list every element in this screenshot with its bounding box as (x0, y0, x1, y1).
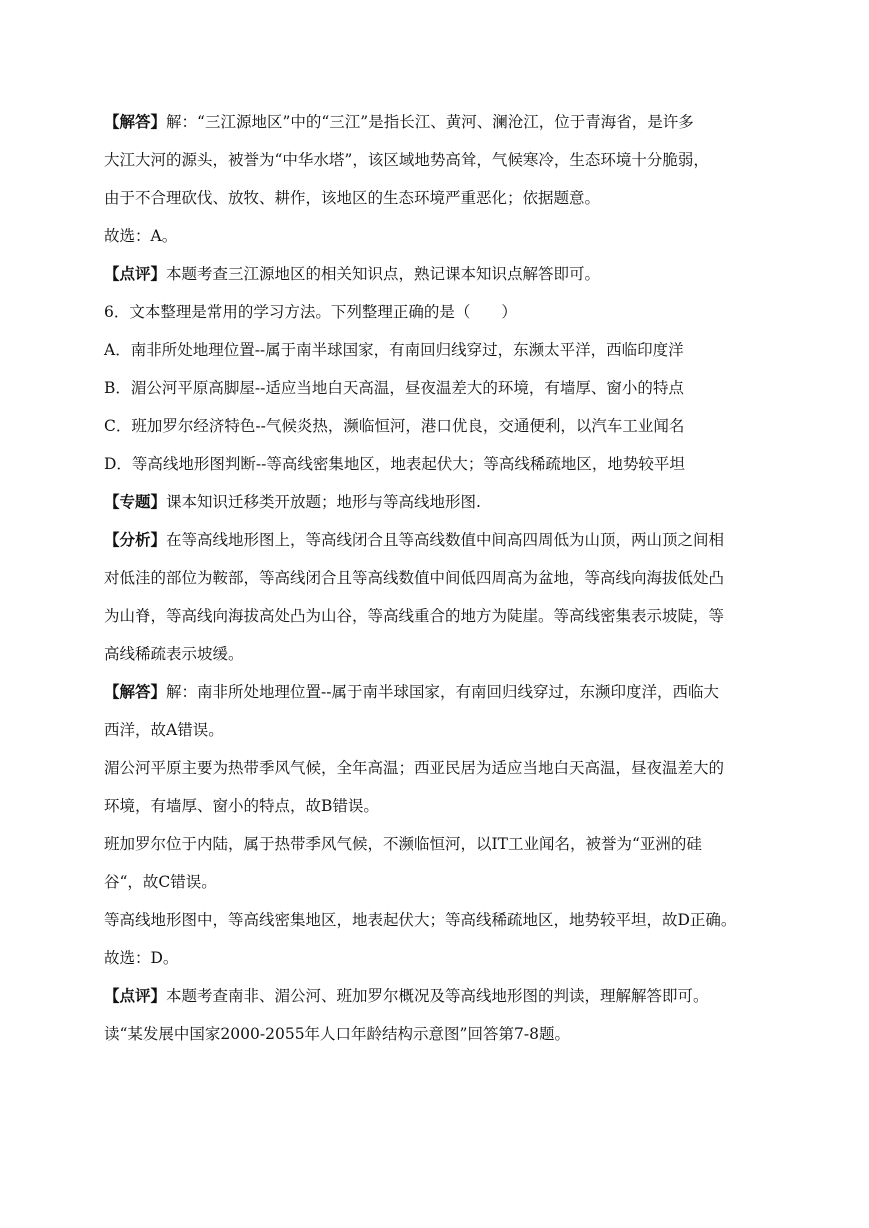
line-text: 环境，有墙厚、窗小的特点，故B错误。 (104, 797, 379, 815)
line-text: 班加罗尔位于内陆，属于热带季风气候，不濒临恒河，以IT工业闻名，被誉为“亚洲的硅 (104, 835, 702, 853)
line-text: 故选：A。 (104, 227, 178, 245)
line-text: 等高线地形图中，等高线密集地区，地表起伏大；等高线稀疏地区，地势较平坦，故D正确。 (104, 911, 737, 929)
text-line (104, 910, 736, 930)
section-tag: 【专题】 (104, 493, 167, 511)
line-text: 湄公河平原主要为热带季风气候，全年高温；西亚民居为适应当地白天高温，昼夜温差大的 (104, 759, 725, 777)
line-text: 为山脊，等高线向海拔高处凸为山谷，等高线重合的地方为陡崖。等高线密集表示坡陡，等 (104, 607, 725, 625)
line-text: 西洋，故A错误。 (104, 721, 224, 739)
option-c (104, 416, 684, 436)
text-line (104, 948, 178, 968)
text-line (104, 150, 709, 170)
line-text: 高线稀疏表示坡缓。 (104, 645, 244, 663)
option-b (104, 378, 684, 398)
line-text: 大江大河的源头，被誉为“中华水塔”，该区域地势高耸，气候寒冷，生态环境十分脆弱， (104, 151, 709, 169)
line-text: 对低洼的部位为鞍部，等高线闭合且等高线数值中间低四周高为盆地，等高线向海拔低处凸 (104, 569, 725, 587)
line-text: 故选：D。 (104, 949, 179, 967)
line-text: 读“某发展中国家2000-2055年人口年龄结构示意图”回答第7-8题。 (104, 1025, 570, 1043)
line-text: 谷“，故C错误。 (104, 873, 217, 891)
text-line (104, 758, 724, 778)
text-line (104, 682, 719, 702)
option-d (104, 454, 685, 474)
text-line (104, 226, 177, 246)
text-line (104, 986, 709, 1006)
text-line (104, 264, 600, 284)
line-text: 本题考查三江源地区的相关知识点，熟记课本知识点解答即可。 (166, 265, 601, 283)
text-line (104, 530, 724, 550)
line-text: 本题考查南非、湄公河、班加罗尔概况及等高线地形图的判读，理解解答即可。 (166, 987, 709, 1005)
section-tag: 【点评】 (104, 987, 167, 1005)
text-line (104, 492, 481, 512)
line-text: 由于不合理砍伐、放牧、耕作，该地区的生态环境严重恶化；依据题意。 (104, 189, 601, 207)
section-tag: 【分析】 (104, 531, 167, 549)
text-line (104, 188, 600, 208)
option-a (104, 340, 684, 360)
section-tag: 【解答】 (104, 683, 167, 701)
text-line (104, 568, 724, 588)
question-stem (104, 302, 517, 322)
line-text: C．班加罗尔经济特色--气候炎热，濒临恒河，港口优良，交通便利，以汽车工业闻名 (104, 417, 685, 435)
line-text: 解：“三江源地区”中的“三江”是指长江、黄河、澜沧江，位于青海省，是许多 (166, 113, 694, 131)
text-line (104, 644, 244, 664)
line-text: 课本知识迁移类开放题；地形与等高线地形图. (166, 493, 481, 511)
text-line (104, 796, 379, 816)
line-text: 解：南非所处地理位置--属于南半球国家，有南回归线穿过，东濒印度洋，西临大 (166, 683, 719, 701)
section-tag: 【点评】 (104, 265, 167, 283)
text-line (104, 834, 702, 854)
line-text: 6．文本整理是常用的学习方法。下列整理正确的是（ ） (104, 303, 517, 321)
text-line (104, 872, 217, 892)
text-line (104, 112, 694, 132)
line-text: D．等高线地形图判断--等高线密集地区，地表起伏大；等高线稀疏地区，地势较平坦 (104, 455, 685, 473)
line-text: B．湄公河平原高脚屋--适应当地白天高温，昼夜温差大的环境，有墙厚、窗小的特点 (104, 379, 684, 397)
text-line (104, 1024, 570, 1044)
line-text: A．南非所处地理位置--属于南半球国家，有南回归线穿过，东濒太平洋，西临印度洋 (104, 341, 684, 359)
line-text: 在等高线地形图上，等高线闭合且等高线数值中间高四周低为山顶，两山顶之间相 (166, 531, 725, 549)
section-tag: 【解答】 (104, 113, 167, 131)
text-line (104, 720, 224, 740)
text-line (104, 606, 724, 626)
